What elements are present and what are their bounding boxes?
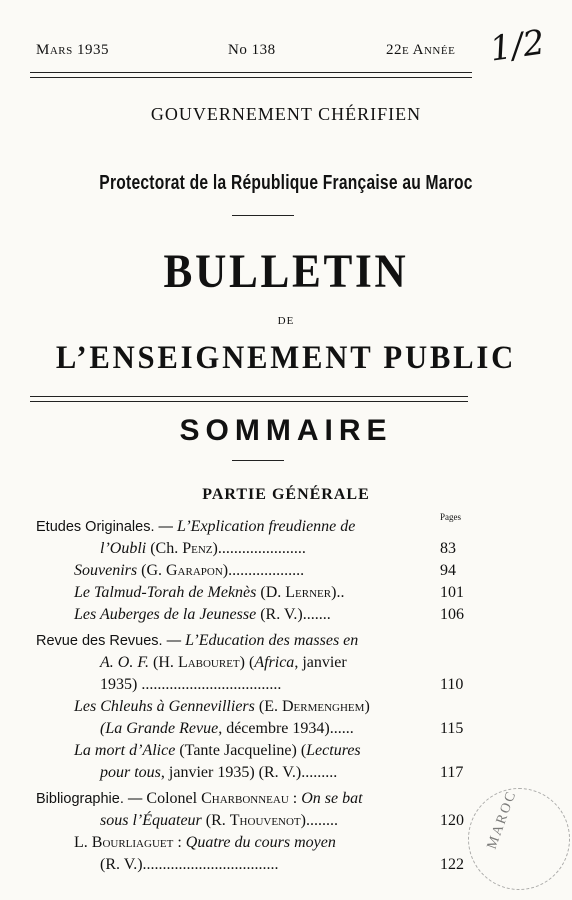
publication-title: L’ENSEIGNEMENT PUBLIC (55, 340, 517, 376)
toc-entry-8-cont (100, 812, 338, 830)
toc-entry-4 (74, 606, 331, 624)
entry-text: (R. (201, 812, 230, 829)
title-divider (232, 215, 294, 216)
entry-author: Dermenghem (281, 698, 365, 715)
entry-text: (D. (256, 584, 286, 601)
toc-entry-8 (36, 790, 363, 808)
header-rule-top (30, 72, 472, 73)
header-rule-bottom (30, 77, 472, 78)
issue-number: No 138 (228, 42, 276, 58)
page-number: 101 (440, 584, 464, 601)
entry-text: ) ( (239, 654, 255, 671)
entry-title: Souvenirs (74, 562, 138, 579)
toc-entry-1 (36, 518, 355, 536)
entry-text: ) (364, 698, 370, 715)
entry-title: Quatre du cours moyen (185, 834, 336, 851)
entry-title: On se bat (301, 790, 363, 807)
entry-author: Labouret (177, 654, 240, 671)
entry-text: : (288, 790, 302, 807)
government-title: GOUVERNEMENT CHÉRIFIEN (150, 104, 422, 124)
section-label: Revue des Revues. — (36, 633, 186, 649)
page-number: 117 (440, 764, 464, 781)
entry-title: Les Chleuhs à Gennevilliers (74, 698, 255, 715)
page-number: 122 (440, 856, 464, 873)
toc-entry-7-cont (100, 764, 337, 782)
page-number: 115 (440, 720, 464, 737)
entry-source: Africa (254, 654, 295, 671)
protectorate-title: Protectorat de la République Française au Maroc (99, 172, 473, 194)
sommaire-divider (232, 460, 284, 461)
title-rule-bottom (30, 401, 468, 402)
partie-heading: PARTIE GÉNÉRALE (202, 486, 370, 503)
entry-leader: 1935) ................................... (100, 676, 282, 693)
entry-source: pour tous (100, 764, 161, 781)
section-label: Bibliographie. — (36, 791, 147, 807)
entry-title: L’Explication freudienne de (177, 518, 356, 535)
pages-label: Pages (440, 512, 461, 522)
entry-title: sous l’Équateur (100, 812, 202, 829)
entry-leader: (R. V.).................................. (100, 856, 279, 873)
entry-author: Garapon (166, 562, 223, 579)
toc-entry-5-cont (100, 654, 347, 672)
section-label: Etudes Originales. — (36, 519, 178, 535)
entry-text: : (173, 834, 186, 851)
entry-text: L. (74, 834, 92, 851)
issue-date: Mars 1935 (36, 42, 109, 58)
page-number: 110 (440, 676, 464, 693)
entry-title: Les Auberges de la Jeunesse (74, 606, 257, 623)
entry-text: , janvier (294, 654, 347, 671)
entry-leader: )........ (300, 812, 338, 829)
toc-entry-9 (74, 834, 336, 852)
entry-leader: , décembre 1934)...... (218, 720, 354, 737)
page-number: 83 (440, 540, 456, 557)
entry-author: Charbonneau (201, 790, 289, 807)
entry-title: l’Oubli (100, 540, 147, 557)
library-stamp (468, 788, 570, 890)
title-rule-top (30, 396, 468, 397)
entry-text: Colonel (146, 790, 202, 807)
page-number: 94 (440, 562, 456, 579)
entry-title: L’Education des masses en (185, 632, 359, 649)
entry-source: (La Grande Revue (100, 720, 219, 737)
toc-entry-6 (74, 698, 370, 716)
sommaire-heading: SOMMAIRE (179, 414, 393, 447)
toc-entry-6-cont (100, 720, 354, 738)
entry-text: (H. (149, 654, 178, 671)
toc-entry-5-cont2 (100, 676, 281, 694)
page-number: 106 (440, 606, 464, 623)
entry-text: (R. V.)....... (256, 606, 331, 623)
entry-leader: ).. (331, 584, 345, 601)
entry-leader: )...................... (212, 540, 306, 557)
entry-text: (Ch. (146, 540, 183, 557)
stamp-text: MAROC (484, 788, 520, 852)
entry-text: (G. (137, 562, 166, 579)
entry-title: Le Talmud-Torah de Meknès (74, 584, 257, 601)
entry-source: Lectures (306, 742, 361, 759)
entry-title: La mort d’Alice (74, 742, 176, 759)
toc-entry-9-cont (100, 856, 279, 874)
handwritten-annotation: 1/2 (487, 22, 548, 70)
page-number: 120 (440, 812, 464, 829)
toc-entry-5 (36, 632, 358, 650)
toc-entry-7 (74, 742, 361, 760)
entry-leader: , janvier 1935) (R. V.)......... (160, 764, 338, 781)
entry-text: (E. (254, 698, 282, 715)
toc-entry-3 (74, 584, 344, 602)
entry-author: Penz (182, 540, 213, 557)
entry-title: A. O. F. (100, 654, 150, 671)
entry-author: Thouvenot (229, 812, 301, 829)
entry-text: (Tante Jacqueline) ( (175, 742, 307, 759)
bulletin-title: BULLETIN (163, 245, 409, 298)
toc-entry-1-cont (100, 540, 306, 558)
entry-author: Lerner (285, 584, 332, 601)
entry-author: Bourliaguet (91, 834, 174, 851)
issue-year: 22e Année (386, 42, 456, 58)
entry-leader: )................... (222, 562, 305, 579)
toc-entry-2 (74, 562, 304, 580)
bulletin-de: DE (277, 315, 295, 327)
